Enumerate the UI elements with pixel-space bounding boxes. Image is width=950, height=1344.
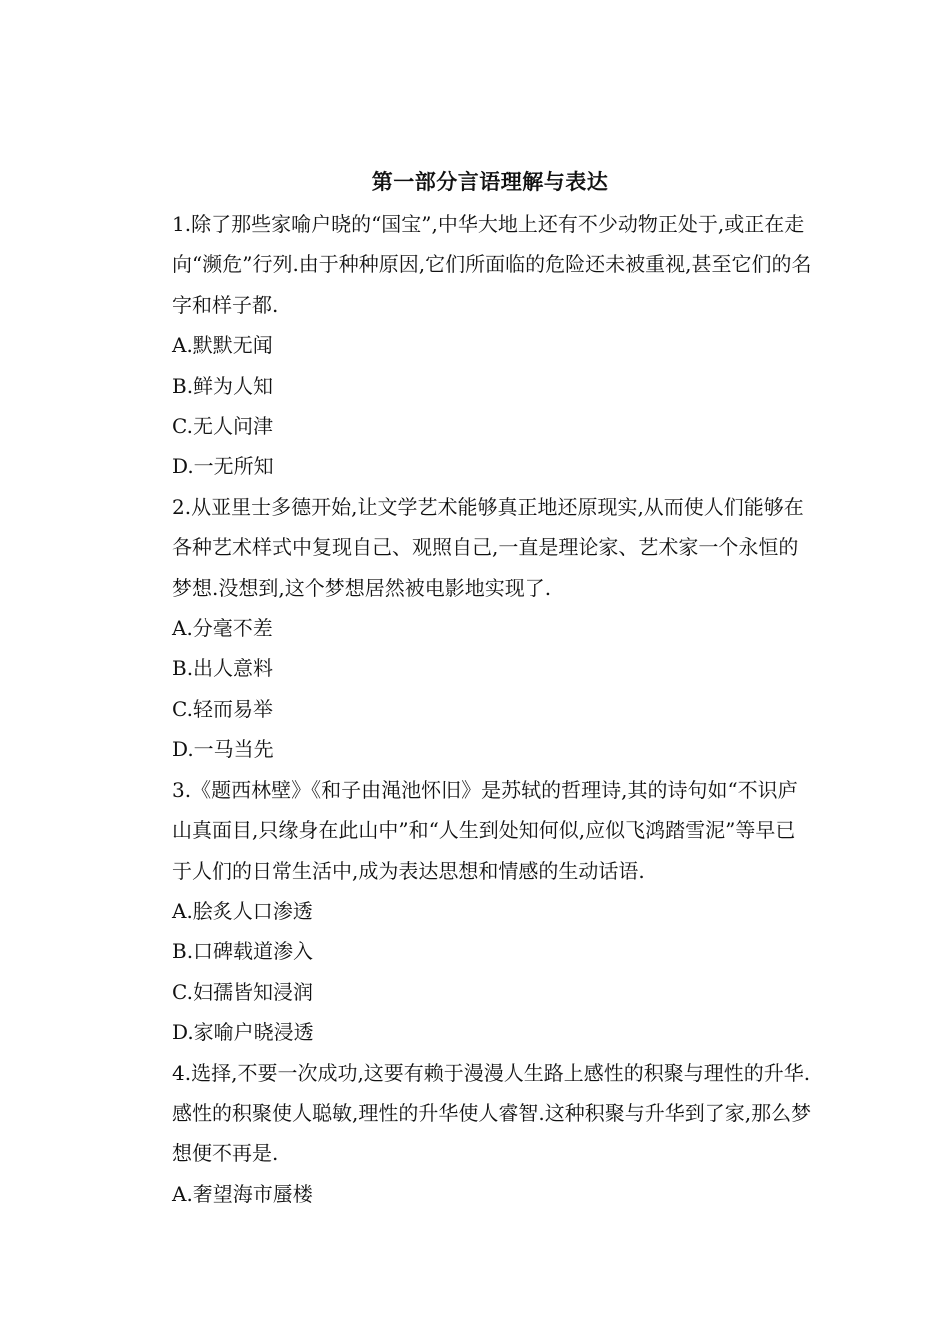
question-1-option-c: C.无人问津 <box>172 414 273 439</box>
question-1-option-d: D.一无所知 <box>172 454 274 479</box>
section-title: 第一部分言语理解与表达 <box>371 169 609 194</box>
question-2-option-d: D.一马当先 <box>172 737 274 762</box>
question-3-stem: 3.《题西林壁》《和子由渑池怀旧》是苏轼的哲理诗,其的诗句如“不识庐山真面目,只缘身在此山中”和“人生到处知何似,应似飞鸿踏雪泥”等早已于人们的日常生活中,成为表达思想和情感的生动话语. <box>172 777 798 883</box>
question-3-option-c: C.妇孺皆知浸润 <box>172 979 313 1004</box>
question-list <box>172 204 812 1214</box>
question-3-option-b: B.口碑载道渗入 <box>172 939 314 964</box>
question-2-option-a: A.分毫不差 <box>172 616 273 641</box>
question-1-option-a: A.默默无闻 <box>172 333 273 358</box>
question-2-stem: 2.从亚里士多德开始,让文学艺术能够真正地还原现实,从而使人们能够在各种艺术样式中复现自己、观照自己,一直是理论家、艺术家一个永恒的梦想.没想到,这个梦想居然被电影地实现了. <box>172 494 804 600</box>
question-4-option-a: A.奢望海市蜃楼 <box>172 1181 313 1206</box>
question-3-option-a: A.脍炙人口渗透 <box>172 898 313 923</box>
question-2-option-c: C.轻而易举 <box>172 696 273 721</box>
question-4-stem: 4.选择,不要一次成功,这要有赖于漫漫人生路上感性的积聚与理性的升华.感性的积聚使人聪敏,理性的升华使人睿智.这种积聚与升华到了家,那么梦想便不再是. <box>172 1060 812 1166</box>
question-2-option-b: B.出人意料 <box>172 656 274 681</box>
question-1-stem: 1.除了那些家喻户晓的“国宝”,中华大地上还有不少动物正处于,或正在走向“濒危”行列.由于种种原因,它们所面临的危险还未被重视,甚至它们的名字和样子都. <box>172 212 812 317</box>
question-3-option-d: D.家喻户晓浸透 <box>172 1020 314 1045</box>
question-1-option-b: B.鲜为人知 <box>172 373 274 398</box>
